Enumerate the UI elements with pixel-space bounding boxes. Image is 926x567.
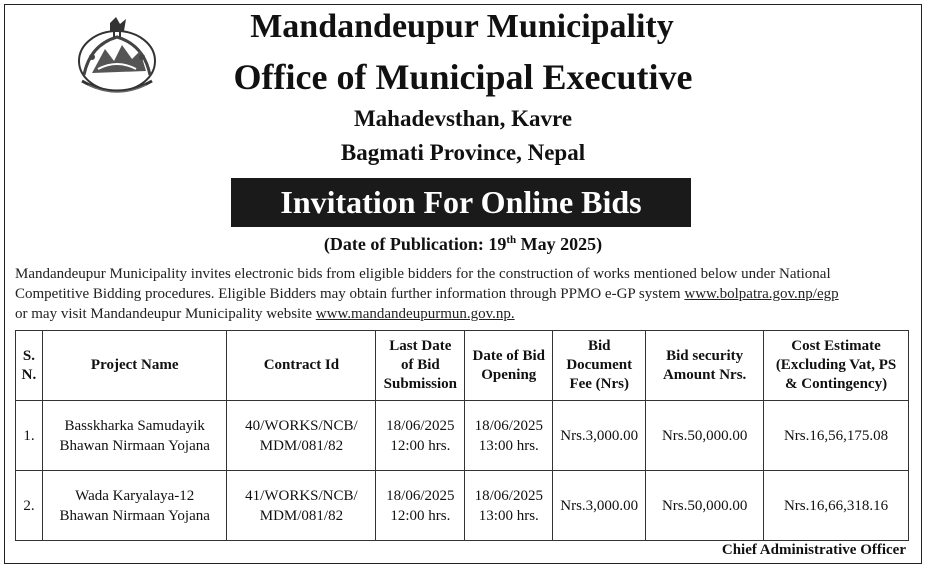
- intro-line-3-text: or may visit Mandandeupur Municipality website: [15, 306, 316, 322]
- address-line-1: Mahadevsthan, Kavre: [353, 106, 573, 131]
- publication-prefix: (Date of Publication: 19: [323, 234, 507, 254]
- header-opening-date: Date of Bid Opening: [465, 331, 553, 401]
- intro-paragraph: [15, 264, 911, 324]
- header-last-date: Last Date of Bid Submission: [376, 331, 465, 401]
- header-cost-estimate: Cost Estimate (Excluding Vat, PS & Contingency): [764, 331, 909, 401]
- cell-bid-security: Nrs.50,000.00: [646, 401, 764, 471]
- signature-title: Chief Administrative Officer: [721, 542, 906, 558]
- table-row: [16, 471, 909, 541]
- intro-line-2-text: Competitive Bidding procedures. Eligible Bidders may obtain further information through PPMO e-GP system: [15, 286, 685, 302]
- cell-cost-estimate: Nrs.16,66,318.16: [764, 471, 909, 541]
- cell-project-name: Wada Karyalaya-12 Bhawan Nirmaan Yojana: [42, 471, 227, 541]
- address-line-2: Bagmati Province, Nepal: [340, 140, 586, 165]
- cell-cost-estimate: Nrs.16,56,175.08: [764, 401, 909, 471]
- egp-link[interactable]: www.bolpatra.gov.np/egp: [684, 286, 839, 302]
- cell-sn: 1.: [16, 401, 43, 471]
- bids-table: [15, 330, 909, 541]
- table-header-row: [16, 331, 909, 401]
- cell-sn: 2.: [16, 471, 43, 541]
- publication-suffix: May 2025): [516, 234, 603, 254]
- cell-opening-date: 18/06/2025 13:00 hrs.: [465, 471, 553, 541]
- municipality-name: Mandandeupur Municipality: [250, 8, 674, 45]
- cell-last-date: 18/06/2025 12:00 hrs.: [376, 471, 465, 541]
- cell-document-fee: Nrs.3,000.00: [553, 401, 646, 471]
- header-bid-security: Bid security Amount Nrs.: [646, 331, 764, 401]
- intro-line-2: [15, 284, 911, 304]
- title-banner: Invitation For Online Bids: [231, 178, 691, 227]
- header-contract-id: Contract Id: [227, 331, 376, 401]
- publication-date: [0, 234, 926, 255]
- cell-contract-id: 40/WORKS/NCB/ MDM/081/82: [227, 401, 376, 471]
- intro-line-1: Mandandeupur Municipality invites electronic bids from eligible bidders for the construction of works mentioned below under National: [15, 266, 831, 282]
- cell-project-name: Basskharka Samudayik Bhawan Nirmaan Yojana: [42, 401, 227, 471]
- cell-document-fee: Nrs.3,000.00: [553, 471, 646, 541]
- cell-bid-security: Nrs.50,000.00: [646, 471, 764, 541]
- table-row: [16, 401, 909, 471]
- header-sn: S. N.: [16, 331, 43, 401]
- header-document-fee: Bid Document Fee (Nrs): [553, 331, 646, 401]
- cell-opening-date: 18/06/2025 13:00 hrs.: [465, 401, 553, 471]
- website-link[interactable]: www.mandandeupurmun.gov.np.: [315, 306, 515, 322]
- header-project-name: Project Name: [42, 331, 227, 401]
- publication-ordinal: th: [506, 234, 517, 246]
- cell-contract-id: 41/WORKS/NCB/ MDM/081/82: [227, 471, 376, 541]
- office-name: Office of Municipal Executive: [233, 57, 693, 97]
- intro-line-3: [15, 304, 911, 324]
- cell-last-date: 18/06/2025 12:00 hrs.: [376, 401, 465, 471]
